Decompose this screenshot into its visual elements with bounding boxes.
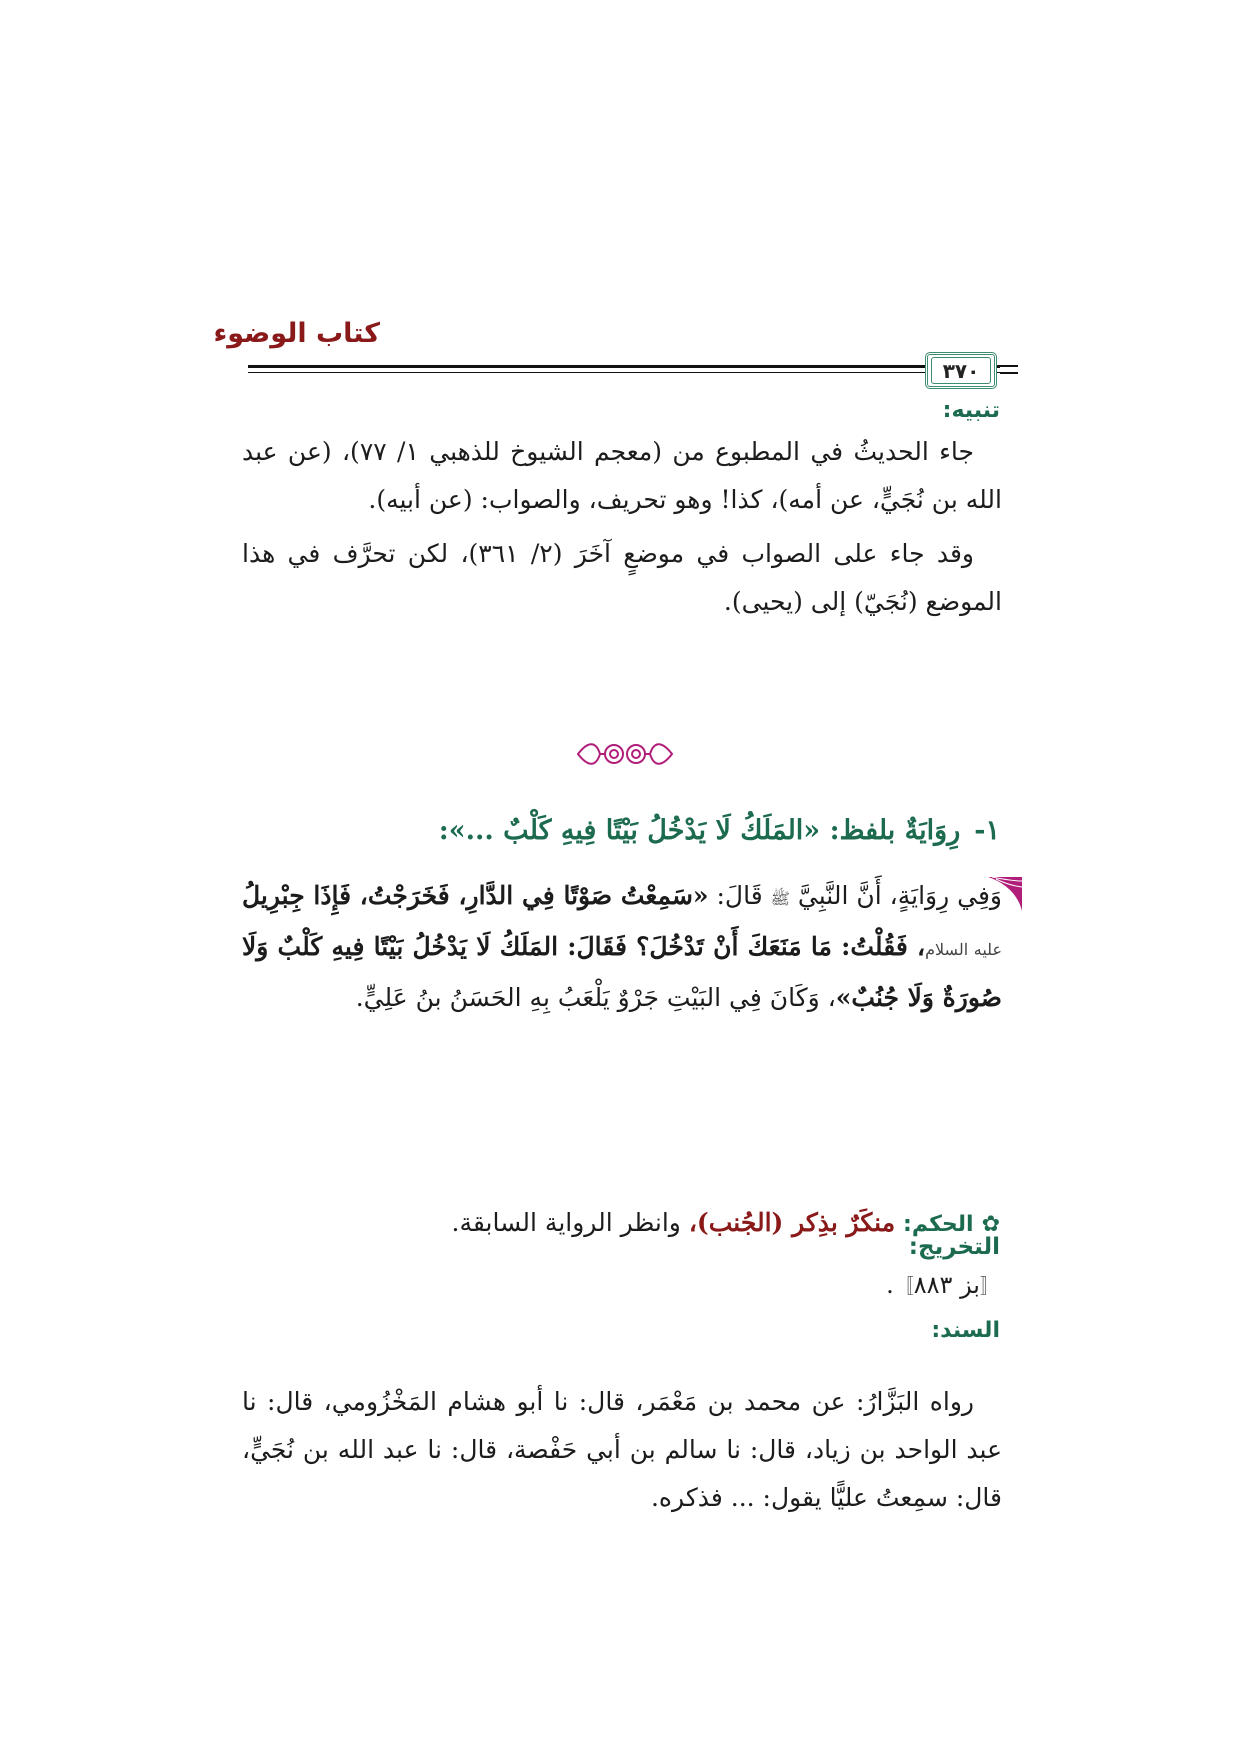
notice-paragraph-2: [242, 530, 1002, 626]
header-rule: [248, 365, 1018, 375]
ruling-label: الحكم:: [903, 1212, 974, 1237]
hadith-intro: وَفِي رِوَايَةٍ، أَنَّ النَّبِيَّ: [797, 881, 1002, 910]
hadith-quote-2: ، فَقُلْتُ: مَا مَنَعَكَ أَنْ تَدْخُلَ؟ فَقَالَ: المَلَكُ لَا يَدْخُلُ بَيْتًا فِيهِ كَلْبٌ وَلَا صُورَةٌ وَلَا جُنُبٌ»: [242, 932, 1002, 1012]
takhrij-label: التخريج:: [908, 1234, 1000, 1260]
takhrij-reference-text: بز ٨٨٣: [913, 1271, 980, 1299]
running-title: كتاب الوضوء: [213, 318, 380, 349]
flower-icon: ✿: [981, 1212, 1000, 1237]
salutation-jibril: عليه السلام: [925, 940, 1002, 959]
ruling-line: [452, 1208, 1000, 1237]
notice-text-1: جاء الحديثُ في المطبوع من (معجم الشيوخ للذهبي ١/ ٧٧)، (عن عبد الله بن نُجَيٍّ، عن أمه)، كذا! وهو تحريف، والصواب: (عن أبيه).: [242, 437, 1002, 514]
page-number-badge: [925, 352, 997, 389]
sanad-label: السند:: [931, 1318, 1000, 1343]
sanad-paragraph: [242, 1378, 1002, 1522]
section-number: ١-: [974, 815, 1000, 846]
salutation-prophet: ﷺ: [770, 889, 790, 908]
section-heading-text: رِوَايَةٌ بلفظ: «المَلَكُ لَا يَدْخُلُ بَيْتًا فِيهِ كَلْبٌ ...»:: [438, 815, 961, 846]
page-number: ٣٧٠: [931, 357, 991, 384]
notice-text-2: وقد جاء على الصواب في موضعٍ آخَرَ (٢/ ٣٦١)، لكن تحرَّف في هذا الموضع (نُجَيّ) إلى (يحيى).: [242, 539, 1002, 616]
notice-label: تنبيه:: [942, 398, 1000, 423]
hadith-quote-1: «سَمِعْتُ صَوْتًا فِي الدَّارِ، فَخَرَجْتُ، فَإِذَا جِبْرِيلُ: [242, 881, 709, 910]
ornament-divider-icon: [570, 737, 680, 771]
section-heading: [439, 815, 1000, 846]
hadith-closing: ، وَكَانَ فِي البَيْتِ جَرْوٌ يَلْعَبُ بِهِ الحَسَنُ بنُ عَلِيٍّ.: [355, 983, 836, 1012]
ruling-value: منكَرٌ بذِكر (الجُنب)،: [688, 1208, 896, 1237]
ruling-note: وانظر الرواية السابقة.: [451, 1208, 681, 1237]
hadith-said: قَالَ:: [716, 881, 763, 910]
takhrij-reference: 〚بز ٨٨٣〛.: [886, 1271, 1000, 1299]
sanad-text: رواه البَزَّارُ: عن محمد بن مَعْمَر، قال: نا أبو هشام المَخْزُومي، قال: نا عبد الواحد بن زياد، قال: نا سالم بن أبي حَفْصة، قال: نا عبد الله بن نُجَيٍّ، قال: سمِعتُ عليًّا يقول: ... فذكره.: [242, 1387, 1002, 1512]
notice-paragraph-1: [242, 428, 1002, 524]
header-rule-end: [1000, 365, 1018, 375]
hadith-text: [242, 872, 1002, 1022]
